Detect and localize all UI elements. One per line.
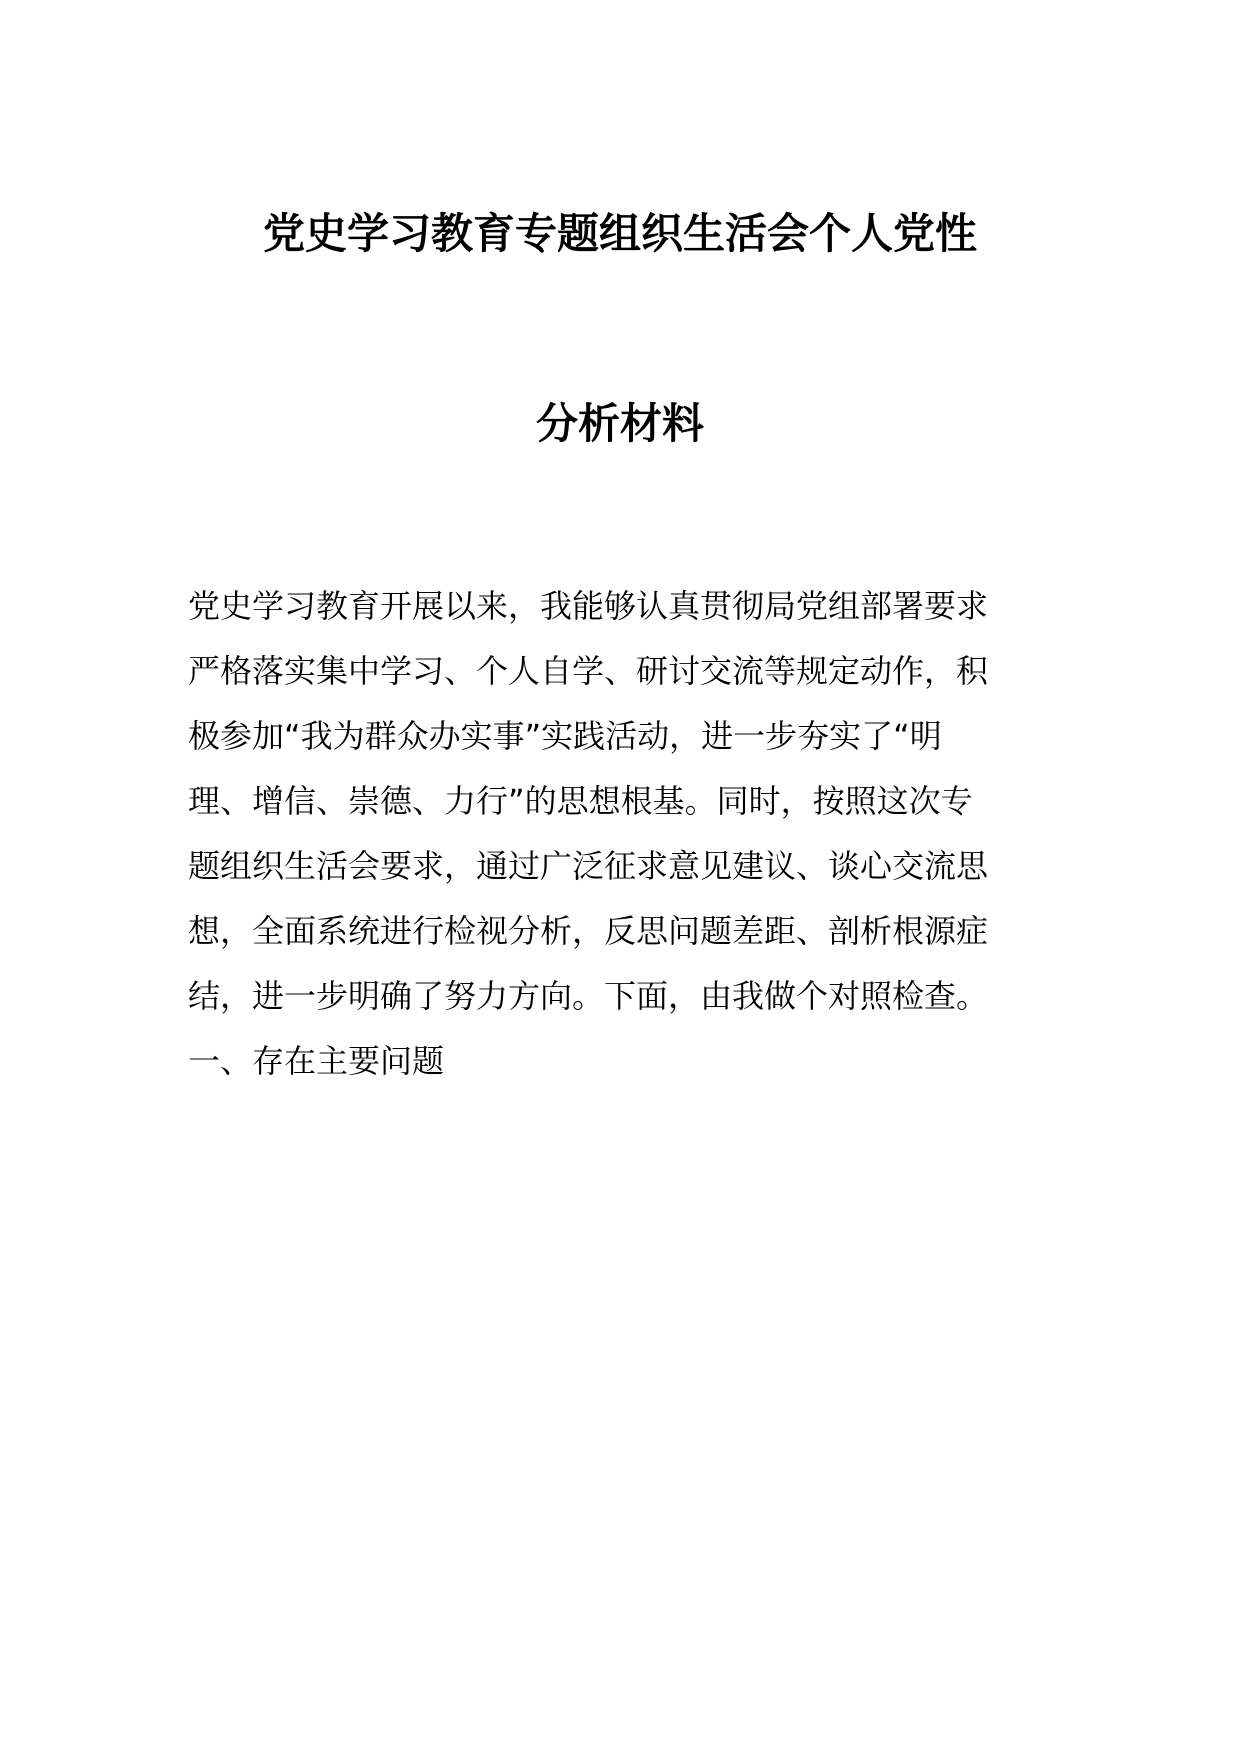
body-line: 党史学习教育开展以来，我能够认真贯彻局党组部署要求 (188, 587, 989, 625)
body-line: 极参加“我为群众办实事”实践活动，进一步夯实了“明 (188, 717, 942, 755)
body-line: 结，进一步明确了努力方向。下面，由我做个对照检查。 (188, 977, 989, 1015)
body-line: 题组织生活会要求，通过广泛征求意见建议、谈心交流思 (188, 847, 989, 885)
body-line: 严格落实集中学习、个人自学、研讨交流等规定动作，积 (188, 652, 989, 690)
document-title-line-2: 分析材料 (535, 399, 704, 448)
body-line: 想，全面系统进行检视分析，反思问题差距、剖析根源症 (188, 912, 989, 950)
document-title-line-1: 党史学习教育专题组织生活会个人党性 (262, 209, 977, 258)
section-heading: 一、存在主要问题 (188, 1042, 445, 1080)
body-paragraph (188, 574, 1058, 1094)
body-line: 理、增信、崇德、力行”的思想根基。同时，按照这次专 (188, 782, 973, 820)
